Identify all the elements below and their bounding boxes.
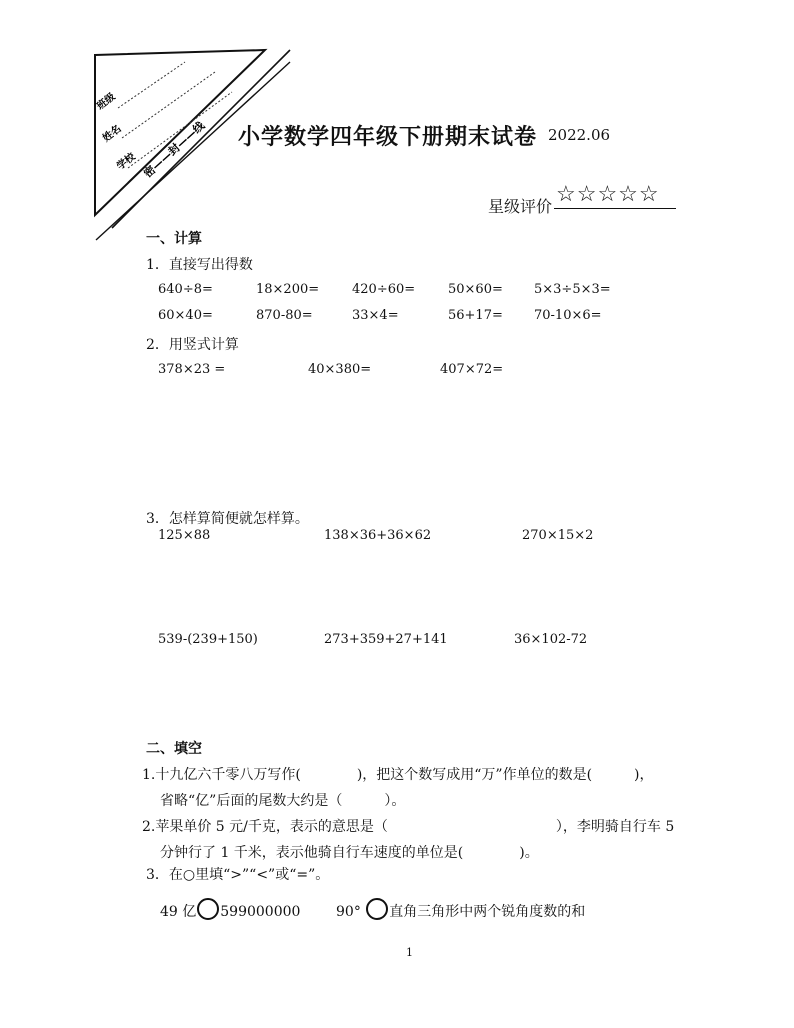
exam-date: 2022.06: [548, 126, 611, 144]
oral-calc-item: 18×200=: [256, 282, 320, 297]
compare2-left: 90°: [336, 904, 361, 920]
section2-title: 二、填空: [146, 741, 202, 757]
vertical-calc-item: 407×72=: [440, 362, 504, 377]
exam-title: 小学数学四年级下册期末试卷: [238, 124, 538, 150]
compare1-left: 49 亿: [160, 904, 197, 920]
simplify-calc-item: 125×88: [158, 528, 211, 543]
rating-underline: [554, 208, 676, 209]
oral-calc-item: 70-10×6=: [534, 308, 602, 323]
compare-row-1: [160, 898, 300, 921]
oral-calc-item: 640÷8=: [158, 282, 213, 297]
rating-label: 星级评价: [488, 197, 553, 216]
answer-circle[interactable]: [366, 898, 388, 920]
corner-field-class: 班级: [95, 91, 118, 113]
simplify-calc-item: 270×15×2: [522, 528, 594, 543]
corner-field-name: 姓名: [101, 123, 124, 145]
fill-q1-line1: 1.十九亿六千零八万写作( )，把这个数写成用“万”作单位的数是( )，: [142, 767, 654, 783]
compare2-right: 直角三角形中两个锐角度数的和: [389, 904, 586, 920]
rating-stars: ☆☆☆☆☆: [556, 182, 660, 207]
section1-title: 一、计算: [146, 231, 202, 247]
fill-q2-line2: 分钟行了 1 千米，表示他骑自行车速度的单位是( )。: [160, 845, 539, 861]
simplify-calc-item: 539-(239+150): [158, 632, 258, 647]
compare1-right: 599000000: [220, 904, 301, 920]
oral-calc-item: 870-80=: [256, 308, 313, 323]
fill-q1-line2: 省略“亿”后面的尾数大约是（ ）。: [160, 793, 406, 809]
fill-q2-line1: 2.苹果单价 5 元/千克，表示的意思是（ ），李明骑自行车 5: [142, 819, 675, 835]
oral-calc-item: 56+17=: [448, 308, 503, 323]
simplify-calc-item: 138×36+36×62: [324, 528, 432, 543]
corner-field-school: 学校: [115, 151, 138, 173]
q1-title: 1．直接写出得数: [146, 257, 253, 273]
oral-calc-item: 60×40=: [158, 308, 213, 323]
simplify-calc-item: 36×102-72: [514, 632, 588, 647]
oral-calc-item: 5×3÷5×3=: [534, 282, 611, 297]
q2-title: 2．用竖式计算: [146, 337, 239, 353]
vertical-calc-item: 40×380=: [308, 362, 372, 377]
answer-circle[interactable]: [197, 898, 219, 920]
simplify-calc-item: 273+359+27+141: [324, 632, 448, 647]
cut-line-label: 密——封——线: [141, 119, 208, 181]
vertical-calc-item: 378×23 =: [158, 362, 226, 377]
oral-calc-item: 50×60=: [448, 282, 503, 297]
page-number: 1: [406, 946, 413, 959]
q3-title: 3．怎样算简便就怎样算。: [146, 511, 309, 527]
oral-calc-item: 33×4=: [352, 308, 399, 323]
oral-calc-item: 420÷60=: [352, 282, 416, 297]
fill-q3-title: 3．在○里填“>”“<”或“=”。: [146, 867, 330, 883]
compare-row-2: [336, 898, 585, 921]
